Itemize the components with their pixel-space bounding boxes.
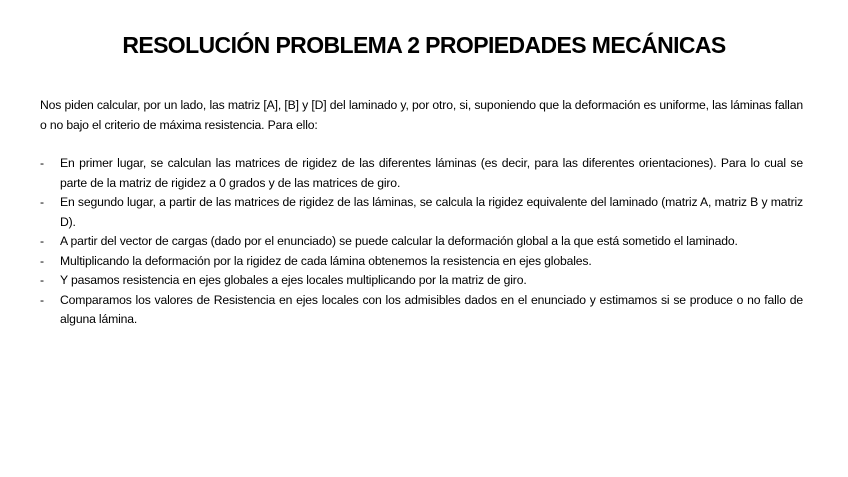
bullet-dash: - [40,156,44,170]
step-text-4: Multiplicando la deformación por la rigidez de cada lámina obtenemos la resistencia en ejes globales. [60,253,592,268]
bullet-dash: - [40,253,44,268]
bullet-dash: - [40,195,44,209]
step-item-3 [40,232,803,252]
step-text-2: En segundo lugar, a partir de las matrices de rigidez de las láminas, se calcula la rigidez equivalente del laminado (matriz A, matriz B y matriz D). [60,195,803,229]
step-item-1 [40,154,803,193]
step-item-2 [40,193,803,232]
paragraph-spacer [40,135,803,154]
slide-body [40,96,803,330]
bullet-dash: - [40,292,44,307]
bullet-dash: - [40,273,44,287]
step-text-3: A partir del vector de cargas (dado por el enunciado) se puede calcular la deformación global a la que está sometido el laminado. [60,234,738,248]
steps-list [40,154,803,330]
step-text-1: En primer lugar, se calculan las matrices de rigidez de las diferentes láminas (es decir, para las diferentes orientaciones). Para lo cual se parte de la matriz de rigidez a 0 grados y de las matrices de giro. [60,156,803,190]
step-item-4 [40,252,803,272]
step-text-6: Comparamos los valores de Resistencia en ejes locales con los admisibles dados en el enunciado y estimamos si se produce o no fallo de alguna lámina. [60,292,803,326]
slide-title: RESOLUCIÓN PROBLEMA 2 PROPIEDADES MECÁNICAS [122,32,726,58]
intro-paragraph: Nos piden calcular, por un lado, las matriz [A], [B] y [D] del laminado y, por otro, si, suponiendo que la deformación es uniforme, las láminas fallan o no bajo el criterio de máxima resistencia. Para ello: [40,98,803,132]
bullet-dash: - [40,234,44,248]
step-item-5 [40,271,803,291]
step-text-5: Y pasamos resistencia en ejes globales a ejes locales multiplicando por la matriz de giro. [60,273,527,287]
step-item-6 [40,291,803,330]
